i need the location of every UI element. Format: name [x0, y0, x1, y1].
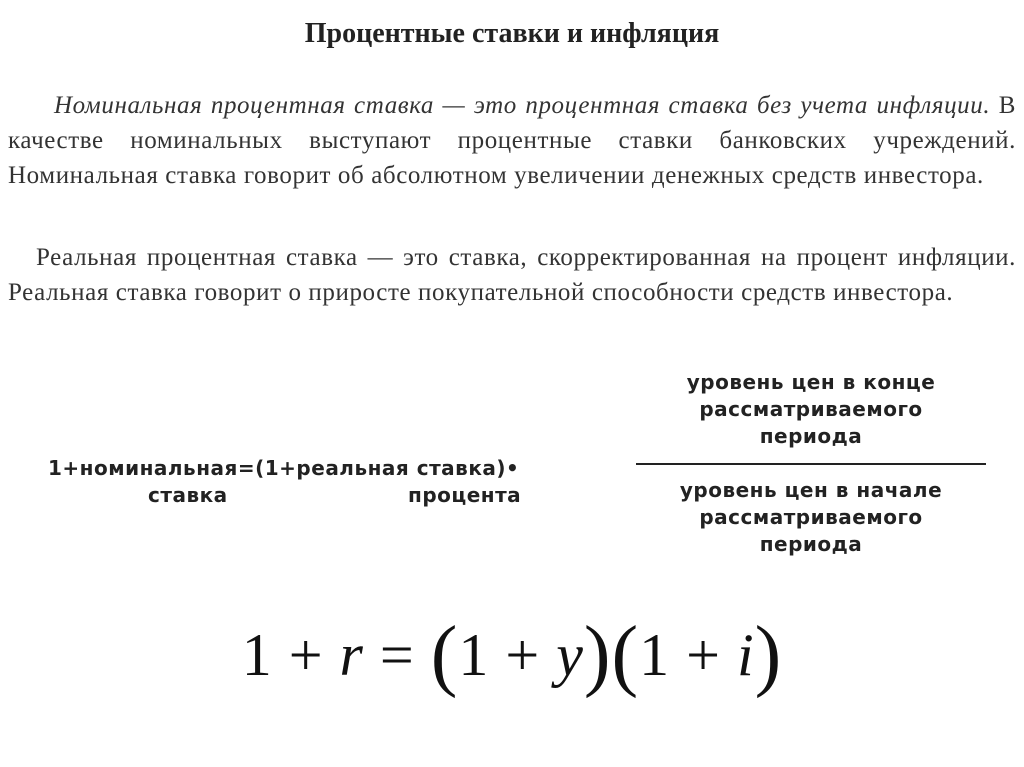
math-var-y: y: [556, 622, 584, 688]
denominator-line-2: рассматриваемого: [699, 505, 923, 529]
numerator-line-1: уровень цен в конце: [686, 370, 936, 394]
fraction-denominator: [636, 477, 986, 558]
math-one: 1: [241, 622, 273, 688]
math-one-2: 1: [458, 622, 490, 688]
word-formula: [0, 365, 1024, 565]
math-formula: [0, 610, 1024, 701]
denominator-line-3: периода: [759, 532, 863, 556]
math-var-r: r: [339, 622, 364, 688]
fraction-numerator: [636, 369, 986, 450]
math-lparen-1: (: [430, 611, 459, 699]
formula-subscript-percent: процента: [408, 483, 522, 507]
math-rparen-1: ): [583, 611, 612, 699]
math-plus-3: +: [686, 622, 721, 688]
page-title: Процентные ставки и инфляция: [304, 18, 720, 49]
math-rparen-2: ): [754, 611, 783, 699]
nominal-rate-definition: Номинальная процентная ставка — это процентная ставка без учета инфляции.: [54, 92, 991, 119]
numerator-line-3: периода: [759, 424, 863, 448]
math-var-i: i: [736, 622, 755, 688]
numerator-line-2: рассматриваемого: [699, 397, 923, 421]
formula-subscript-rate: ставка: [148, 483, 228, 507]
math-one-3: 1: [639, 622, 671, 688]
math-plus: +: [288, 622, 324, 688]
math-plus-2: +: [505, 622, 541, 688]
math-lparen-2: (: [611, 611, 640, 699]
fraction-bar: [636, 463, 986, 465]
paragraph-real-rate: Реальная процентная ставка — это ставка, скорректированная на процент инфляции. Реальная ставка говорит о приросте покупательной способности средств инвестора.: [8, 244, 1016, 306]
paragraph-nominal-rate: [8, 88, 1016, 193]
denominator-line-1: уровень цен в начале: [679, 478, 943, 502]
nominal-rate-explanation: В качестве номинальных выступают процентные ставки банковских учреждений. Номинальная ставка говорит об абсолютном увеличении денежных средств инвестора.: [8, 92, 1016, 189]
math-equals: =: [379, 622, 415, 688]
formula-left-side: 1+номинальная=(1+реальная ставка)•: [48, 456, 520, 480]
